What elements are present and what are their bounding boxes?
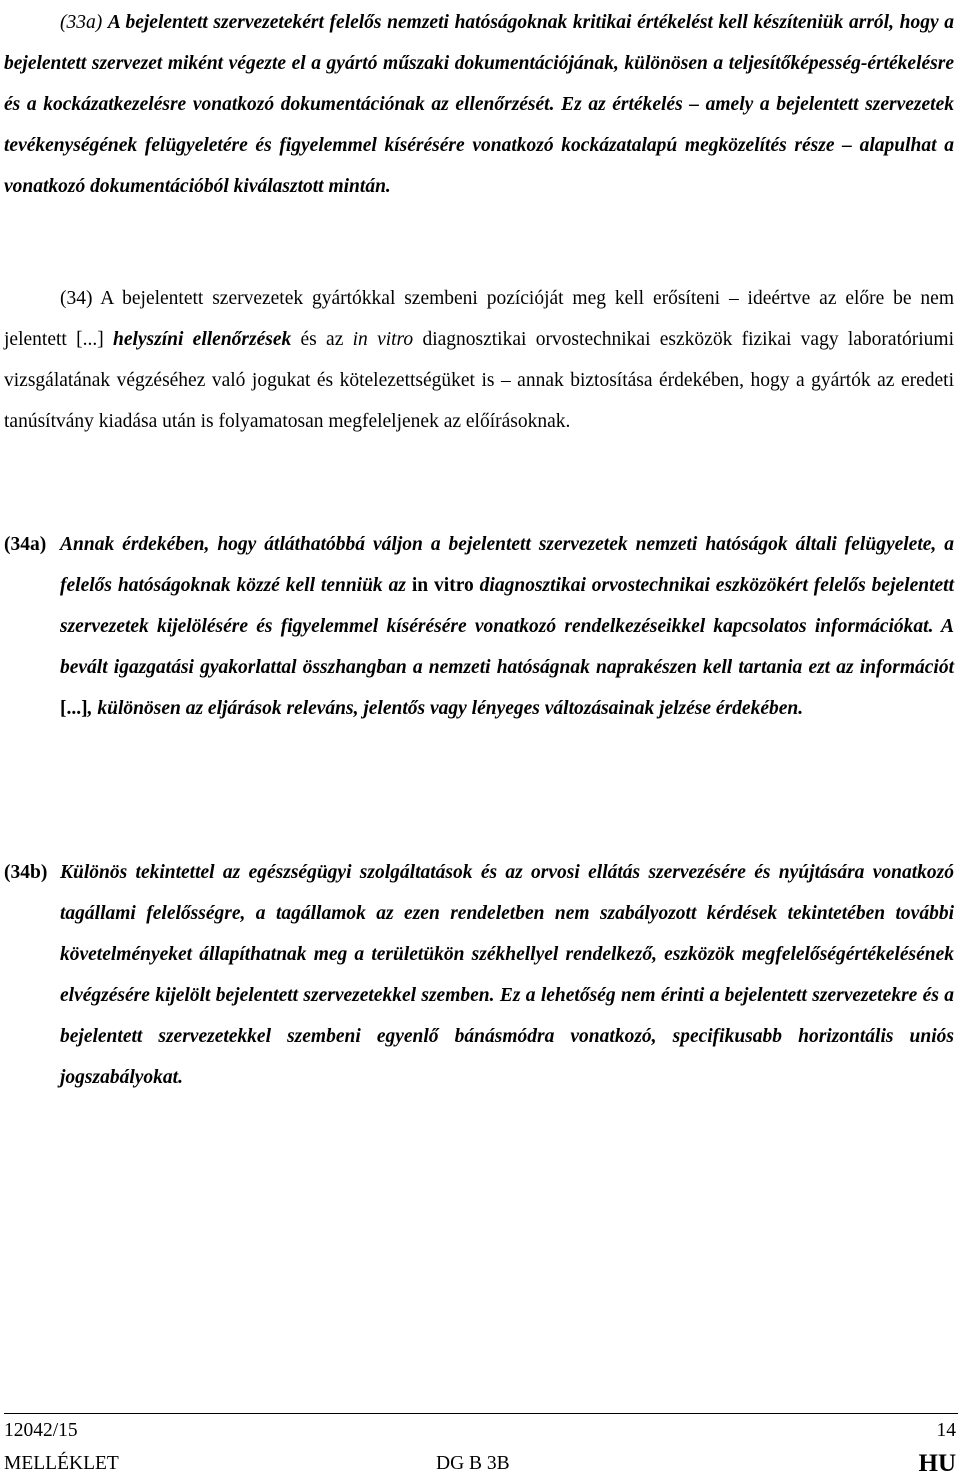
footer-language-code: HU <box>918 1450 956 1477</box>
paragraph-34a-seg5: [...] <box>60 698 88 719</box>
footer-divider <box>4 1413 958 1414</box>
paragraph-34-seg4: in vitro <box>352 329 414 350</box>
paragraph-33a-seg1: A bejelentett szervezetekért felelős nemzeti hatóságoknak kritikai értékelést kell készíteniük arról, hogy a bejelentett szervezet miként végezte el a gyártó műszaki dokumentációjának, különösen a teljesítőképesség-értékelésre és a kockázatkezelésre vonatkozó dokumentációnak az ellenőrzését. <box>4 12 954 115</box>
footer-document-reference: 12042/15 <box>4 1420 78 1441</box>
paragraph-34a-text <box>60 524 954 729</box>
paragraph-34a-seg1: Annak érdekében, hogy átláthatóbbá váljon a bejelentett szervezetek nemzeti hatóságok általi felügyelete, a felelős hatóságoknak közzé kell tenniük az <box>60 534 954 596</box>
paragraph-34b-text <box>60 852 954 1098</box>
paragraph-33a-number: (33a) <box>60 12 103 33</box>
paragraph-34b <box>4 852 954 1098</box>
footer-page-number: 14 <box>936 1420 956 1441</box>
paragraph-34-seg3: és az <box>291 329 353 350</box>
paragraph-34a-seg2: in vitro <box>411 575 474 596</box>
paragraph-34b-number: (34b) <box>4 862 48 883</box>
paragraph-34-number: (34) <box>60 288 93 309</box>
paragraph-34a-seg4: A bevált igazgatási gyakorlattal összhangban a nemzeti hatóságnak naprakészen kell tartania ezt az információt <box>60 616 954 678</box>
paragraph-34a-seg3: diagnosztikai orvostechnikai eszközökért felelős bejelentett szervezetek kijelölésére és figyelemmel kísérésére vonatkozó rendelkezéseikkel kapcsolatos információkat. <box>60 575 954 637</box>
paragraph-34-seg2: helyszíni ellenőrzések <box>112 329 292 350</box>
footer-annex-label: MELLÉKLET <box>4 1453 119 1474</box>
paragraph-34-text <box>4 278 954 442</box>
paragraph-34 <box>4 278 954 442</box>
paragraph-33a-seg2: Ez az értékelés – amely a bejelentett szervezetek tevékenységének felügyeletére és figyelemmel kísérésére vonatkozó kockázatalapú megközelítés része – alapulhat a vonatkozó dokumentációból kiválasztott mintán. <box>4 94 954 197</box>
paragraph-34a-number: (34a) <box>4 534 47 555</box>
paragraph-34a-seg6: , különösen az eljárások releváns, jelentős vagy lényeges változásainak jelzése érdekében. <box>87 698 804 719</box>
paragraph-33a-text <box>4 2 954 207</box>
paragraph-33a <box>4 2 954 207</box>
paragraph-34-seg5: diagnosztikai orvostechnikai eszközök fizikai vagy laboratóriumi vizsgálatának végzéséhez való jogukat és kötelezettségüket is – annak biztosítása érdekében, hogy a gyártók az eredeti tanúsítvány kiadása után is folyamatosan megfeleljenek az előírásoknak. <box>4 329 954 432</box>
footer-directorate-code: DG B 3B <box>436 1453 510 1474</box>
paragraph-34-seg1: A bejelentett szervezetek gyártókkal szembeni pozícióját meg kell erősíteni – ideértve az előre be nem jelentett [...] <box>4 288 954 350</box>
paragraph-34a <box>4 524 954 729</box>
paragraph-34b-seg1: Különös tekintettel az egészségügyi szolgáltatások és az orvosi ellátás szervezésére és nyújtására vonatkozó tagállami felelősségre, a tagállamok az ezen rendeletben nem szabályozott kérdések tekintetében további követelményeket állapíthatnak meg a területükön székhellyel rendelkező, eszközök megfelelőségértékelésének elvégzésére kijelölt bejelentett szervezetekkel szemben. Ez a lehetőség nem érinti a bejelentett szervezetekre és a bejelentett szervezetekkel szembeni egyenlő bánásmódra vonatkozó, specifikusabb horizontális uniós jogszabályokat. <box>60 862 954 1088</box>
